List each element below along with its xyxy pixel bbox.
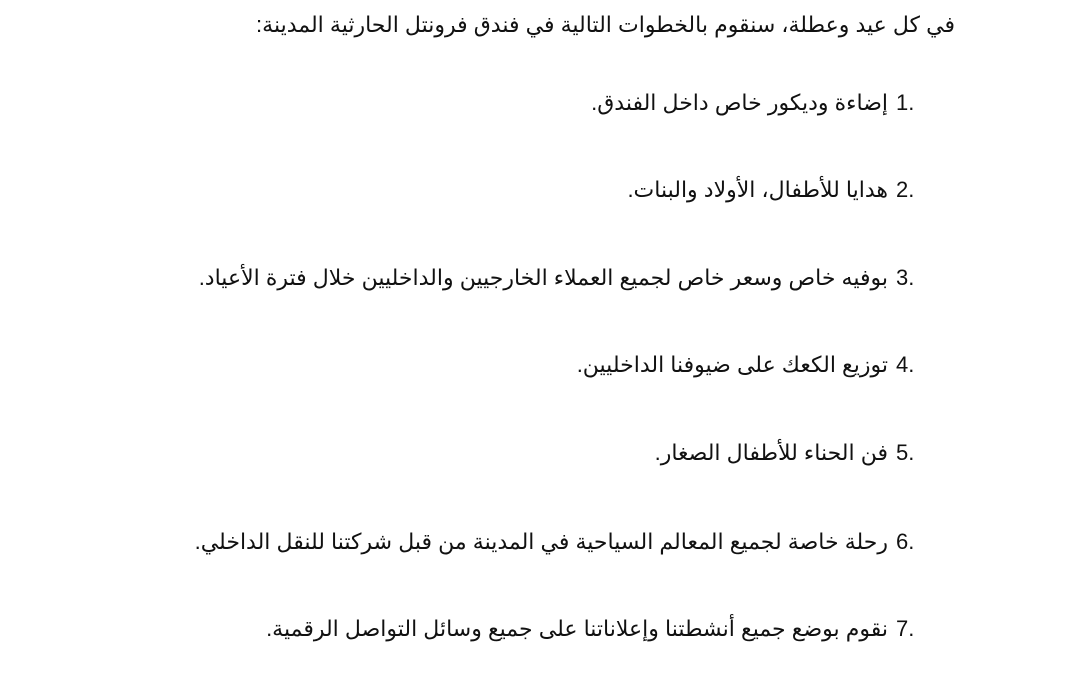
list-item-text: هدايا للأطفال، الأولاد والبنات. [627, 177, 888, 202]
list-item-text: رحلة خاصة لجميع المعالم السياحية في المدينة من قبل شركتنا للنقل الداخلي. [194, 529, 888, 554]
list-item [266, 614, 924, 644]
list-item [195, 527, 924, 557]
list-item [627, 175, 924, 205]
list-item-number: 5. [896, 440, 915, 465]
list-item-text: إضاءة وديكور خاص داخل الفندق. [591, 90, 888, 115]
list-item-text: فن الحناء للأطفال الصغار. [654, 440, 888, 465]
list-item [591, 88, 924, 118]
list-item-text: توزيع الكعك على ضيوفنا الداخليين. [576, 352, 888, 377]
list-item-number: 7. [896, 616, 915, 641]
list-item [199, 263, 924, 293]
list-item-text: بوفيه خاص وسعر خاص لجميع العملاء الخارجيين والداخليين خلال فترة الأعياد. [198, 265, 888, 290]
list-item-number: 1. [896, 90, 915, 115]
list-item [577, 350, 924, 380]
list-item-text: نقوم بوضع جميع أنشطتنا وإعلاناتنا على جميع وسائل التواصل الرقمية. [266, 616, 888, 641]
list-item-number: 2. [896, 177, 915, 202]
intro-paragraph: في كل عيد وعطلة، سنقوم بالخطوات التالية في فندق فرونتل الحارثية المدينة: [256, 12, 955, 37]
list-item-number: 3. [896, 265, 915, 290]
list-item-number: 6. [896, 529, 915, 554]
list-item [655, 438, 924, 468]
list-item-number: 4. [896, 352, 915, 377]
